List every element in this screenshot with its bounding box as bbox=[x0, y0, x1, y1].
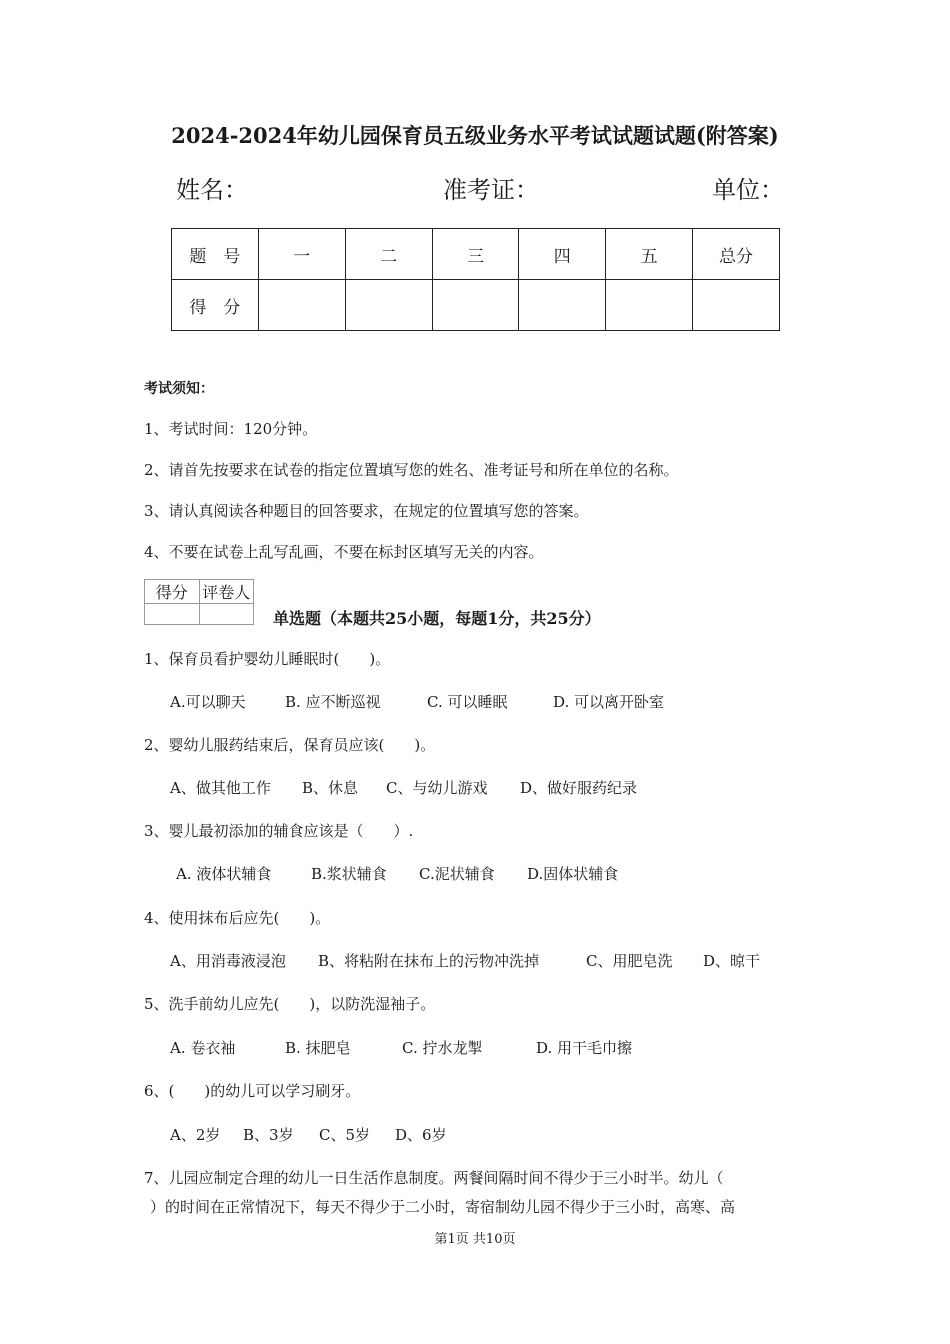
option: C、与幼儿游戏 bbox=[386, 779, 488, 797]
question-stem: 1、保育员看护婴幼儿睡眠时( )。 bbox=[144, 650, 391, 668]
score-cell: 题 号 bbox=[172, 229, 259, 280]
grader-box bbox=[144, 579, 254, 625]
score-row-label: 得 分 bbox=[172, 280, 259, 331]
question-stem: 6、( )的幼儿可以学习刷牙。 bbox=[144, 1082, 361, 1100]
score-cell: 二 bbox=[345, 229, 432, 280]
question-options bbox=[170, 1037, 632, 1058]
question-stem: 5、洗手前幼儿应先( )，以防洗湿袖子。 bbox=[144, 995, 436, 1013]
question-options bbox=[170, 1124, 447, 1145]
score-table bbox=[171, 228, 780, 331]
option: B.浆状辅食 bbox=[311, 865, 387, 883]
grader-name-cell[interactable] bbox=[199, 604, 254, 625]
grader-score-label: 得分 bbox=[145, 580, 200, 604]
score-table-header-row bbox=[172, 229, 780, 280]
score-input-cell[interactable] bbox=[258, 280, 345, 331]
option: A、用消毒液浸泡 bbox=[170, 952, 286, 970]
score-cell: 五 bbox=[606, 229, 693, 280]
option: A、2岁 bbox=[170, 1126, 221, 1144]
score-input-cell[interactable] bbox=[606, 280, 693, 331]
option: C.泥状辅食 bbox=[419, 865, 495, 883]
option: A. 卷衣袖 bbox=[170, 1039, 236, 1057]
score-cell: 总分 bbox=[693, 229, 780, 280]
note-item: 2、请首先按要求在试卷的指定位置填写您的姓名、准考证号和所在单位的名称。 bbox=[144, 461, 679, 479]
option: C、用肥皂洗 bbox=[586, 952, 673, 970]
score-table-score-row bbox=[172, 280, 780, 331]
option: A、做其他工作 bbox=[170, 779, 271, 797]
page-title: 2024-2024年幼儿园保育员五级业务水平考试试题试题(附答案) bbox=[171, 123, 779, 148]
option: B. 抹肥皂 bbox=[285, 1039, 351, 1057]
question-stem-line: 7、儿园应制定合理的幼儿一日生活作息制度。两餐间隔时间不得少于三小时半。幼儿（ bbox=[144, 1169, 724, 1187]
option: B. 应不断巡视 bbox=[285, 693, 381, 711]
option: B、休息 bbox=[302, 779, 359, 797]
option: D.固体状辅食 bbox=[527, 865, 619, 883]
option: D. 可以离开卧室 bbox=[553, 693, 665, 711]
option: B、3岁 bbox=[243, 1126, 294, 1144]
grader-score-cell[interactable] bbox=[145, 604, 200, 625]
option: C. 可以睡眠 bbox=[427, 693, 508, 711]
score-input-cell[interactable] bbox=[693, 280, 780, 331]
score-input-cell[interactable] bbox=[345, 280, 432, 331]
notes-heading: 考试须知： bbox=[144, 381, 214, 397]
note-item: 4、不要在试卷上乱写乱画，不要在标封区填写无关的内容。 bbox=[144, 543, 544, 561]
grader-name-label: 评卷人 bbox=[199, 580, 254, 604]
option: B、将粘附在抹布上的污物冲洗掉 bbox=[318, 952, 540, 970]
option: D、做好服药纪录 bbox=[520, 779, 638, 797]
score-cell: 三 bbox=[432, 229, 519, 280]
option: D、晾干 bbox=[703, 952, 761, 970]
name-label: 姓名： bbox=[176, 176, 248, 204]
question-stem-line: ）的时间在正常情况下，每天不得少于二小时，寄宿制幼儿园不得少于三小时，高寒、高 bbox=[150, 1198, 736, 1216]
page-number: 第1页 共10页 bbox=[434, 1232, 516, 1247]
score-cell: 四 bbox=[519, 229, 606, 280]
option: C、5岁 bbox=[319, 1126, 371, 1144]
option: A. 液体状辅食 bbox=[176, 865, 272, 883]
question-options bbox=[170, 950, 760, 971]
score-input-cell[interactable] bbox=[432, 280, 519, 331]
question-options bbox=[176, 863, 618, 884]
question-options bbox=[170, 691, 664, 712]
note-item: 3、请认真阅读各种题目的回答要求，在规定的位置填写您的答案。 bbox=[144, 502, 589, 520]
question-stem: 2、婴幼儿服药结束后，保育员应该( )。 bbox=[144, 736, 436, 754]
score-cell: 一 bbox=[258, 229, 345, 280]
option: D、6岁 bbox=[395, 1126, 447, 1144]
option: A.可以聊天 bbox=[170, 693, 246, 711]
section-title: 单选题（本题共25小题，每题1分，共25分） bbox=[273, 609, 601, 628]
ticket-label: 准考证： bbox=[443, 176, 539, 204]
unit-label: 单位： bbox=[712, 176, 784, 204]
question-stem: 4、使用抹布后应先( )。 bbox=[144, 909, 331, 927]
question-options bbox=[170, 777, 637, 798]
score-input-cell[interactable] bbox=[519, 280, 606, 331]
option: D. 用干毛巾擦 bbox=[536, 1039, 633, 1057]
note-item: 1、考试时间：120分钟。 bbox=[144, 420, 318, 438]
option: C. 拧水龙掣 bbox=[402, 1039, 483, 1057]
question-stem: 3、婴儿最初添加的辅食应该是（ ）. bbox=[144, 822, 414, 840]
